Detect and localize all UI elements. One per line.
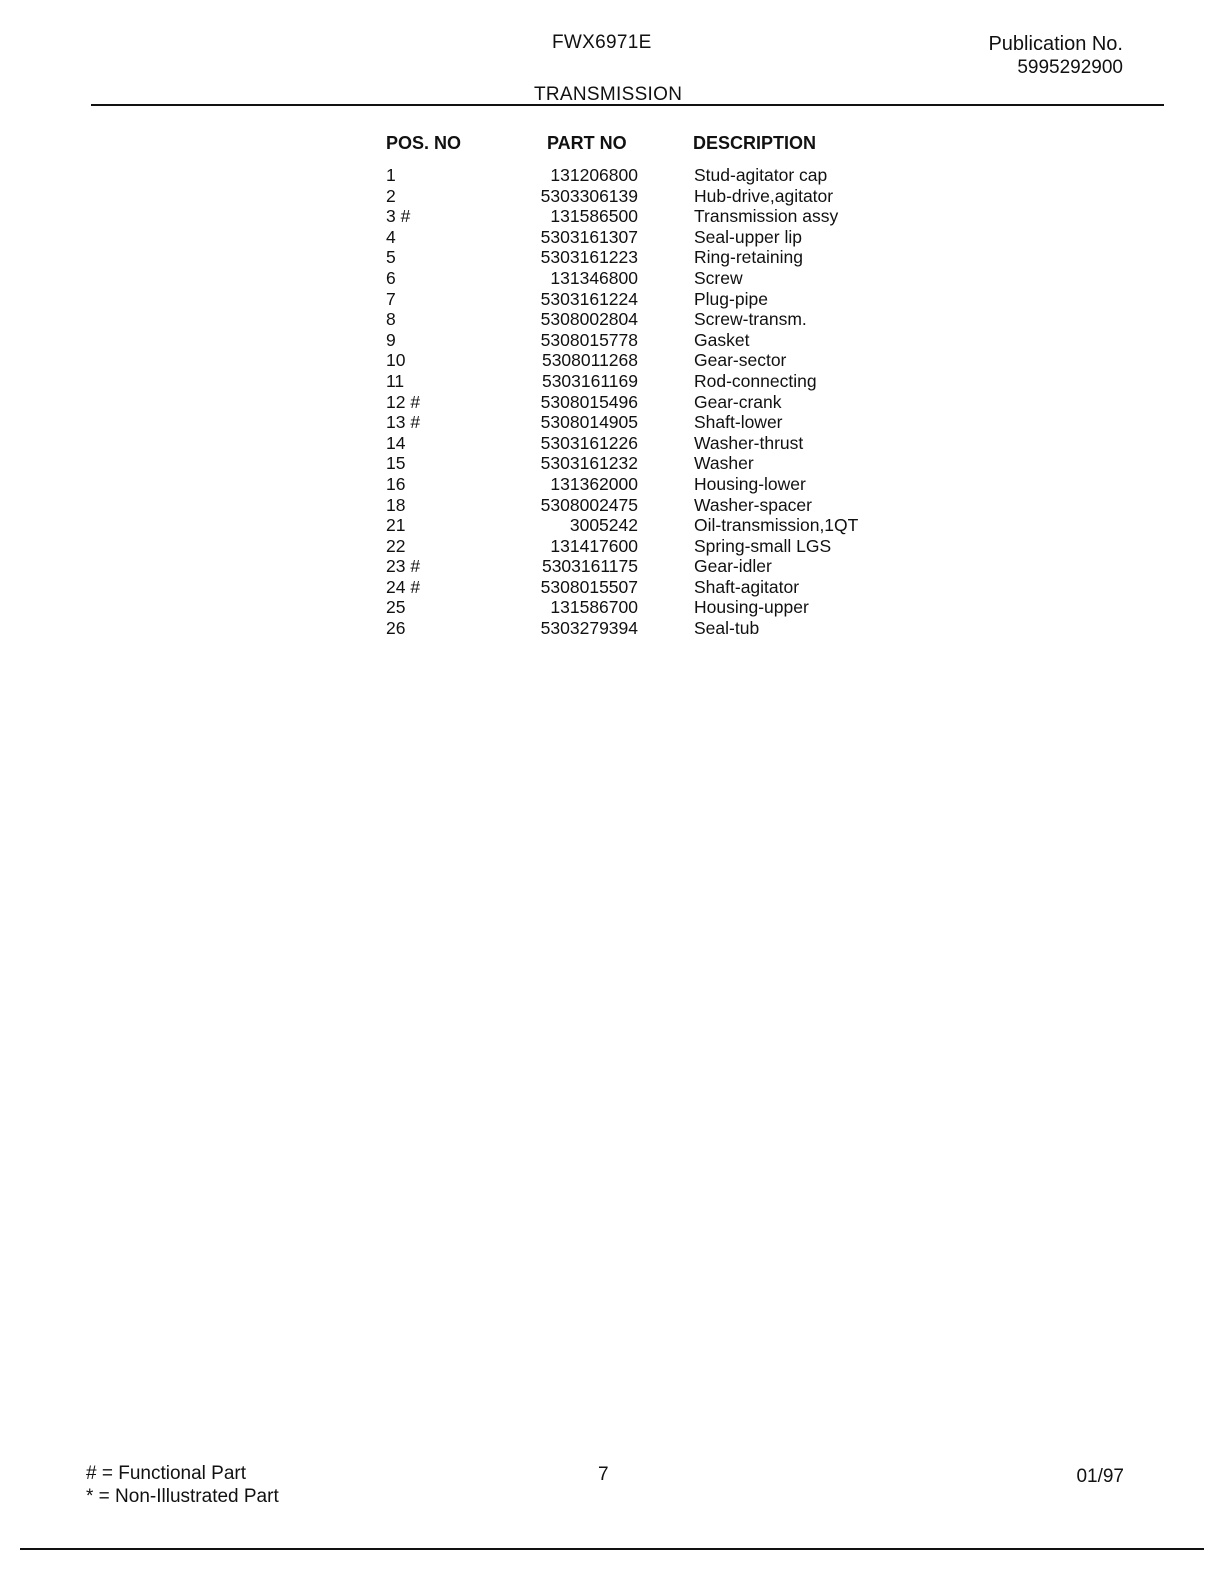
- row-part-number: 5303306139: [540, 185, 638, 206]
- table-row: [386, 268, 906, 289]
- row-part-number: 5308015496: [540, 391, 638, 412]
- row-part-number: 5303161223: [540, 247, 638, 268]
- row-description: Plug-pipe: [694, 288, 768, 309]
- row-part-number: 131417600: [550, 535, 638, 556]
- row-description: Oil-transmission,1QT: [694, 515, 859, 536]
- row-description: Gasket: [694, 329, 750, 350]
- row-description: Washer-thrust: [694, 432, 804, 453]
- row-description: Shaft-agitator: [694, 576, 800, 597]
- row-description: Hub-drive,agitator: [694, 185, 834, 206]
- row-part-number: 5308015778: [540, 329, 638, 350]
- row-part-number: 5308002804: [540, 309, 638, 330]
- row-part-number: 131206800: [550, 165, 638, 185]
- row-pos: 15: [386, 453, 406, 474]
- row-part-number: 5303279394: [540, 618, 638, 639]
- table-row: [386, 618, 906, 639]
- column-header-pos: POS. NO: [386, 133, 462, 153]
- row-description: Seal-tub: [694, 618, 760, 639]
- table-row: [386, 247, 906, 268]
- table-row: [386, 556, 906, 577]
- row-description: Washer: [694, 453, 754, 474]
- row-description: Gear-sector: [694, 350, 787, 371]
- row-part-number: 5308015507: [540, 576, 638, 597]
- row-pos: 16: [386, 473, 406, 494]
- row-description: Screw-transm.: [694, 309, 807, 330]
- section-title: TRANSMISSION: [534, 84, 683, 105]
- parts-table: [386, 133, 906, 639]
- row-part-number: 5303161226: [540, 432, 638, 453]
- row-part-number: 5308014905: [540, 412, 638, 433]
- table-row: [386, 536, 906, 557]
- row-pos: 13 #: [386, 412, 421, 433]
- table-row: [386, 186, 906, 207]
- header-divider: [91, 104, 1164, 106]
- row-pos: 6: [386, 267, 396, 288]
- publication-number: 5995292900: [1017, 57, 1123, 78]
- table-row: [386, 474, 906, 495]
- table-row: [386, 289, 906, 310]
- row-pos: 10: [386, 350, 406, 371]
- row-pos: 1: [386, 165, 396, 185]
- footer-divider: [20, 1548, 1204, 1550]
- row-part-number: 131586700: [550, 597, 638, 618]
- row-pos: 24 #: [386, 576, 421, 597]
- row-part-number: 5308002475: [540, 494, 638, 515]
- table-row: [386, 330, 906, 351]
- row-pos: 22: [386, 535, 406, 556]
- row-part-number: 5303161307: [540, 226, 638, 247]
- row-pos: 5: [386, 247, 396, 268]
- row-part-number: 131362000: [550, 473, 638, 494]
- row-part-number: 5303161175: [541, 556, 638, 577]
- row-description: Housing-upper: [694, 597, 809, 618]
- table-row: [386, 453, 906, 474]
- row-pos: 9: [386, 329, 396, 350]
- table-row: [386, 433, 906, 454]
- row-part-number: 131346800: [550, 267, 638, 288]
- row-pos: 14: [386, 432, 406, 453]
- row-description: Shaft-lower: [694, 412, 783, 433]
- row-pos: 2: [386, 185, 396, 206]
- table-row: [386, 165, 906, 186]
- publication-date: 01/97: [1076, 1466, 1124, 1487]
- row-description: Transmission assy: [694, 206, 839, 227]
- row-pos: 21: [386, 515, 406, 536]
- row-part-number: 5303161232: [540, 453, 638, 474]
- row-pos: 26: [386, 618, 406, 639]
- row-pos: 8: [386, 309, 396, 330]
- table-row: [386, 412, 906, 433]
- table-row: [386, 597, 906, 618]
- page-number: 7: [598, 1464, 609, 1485]
- row-description: Gear-idler: [694, 556, 772, 577]
- row-pos: 7: [386, 288, 396, 309]
- table-row: [386, 206, 906, 227]
- row-description: Gear-crank: [694, 391, 782, 412]
- table-row: [386, 577, 906, 598]
- row-pos: 4: [386, 226, 396, 247]
- row-part-number: 5303161224: [540, 288, 638, 309]
- row-pos: 3 #: [386, 206, 411, 227]
- row-pos: 25: [386, 597, 406, 618]
- table-row: [386, 495, 906, 516]
- table-row: [386, 227, 906, 248]
- model-number: FWX6971E: [552, 32, 652, 53]
- legend-non-illustrated-part: * = Non-Illustrated Part: [86, 1486, 279, 1507]
- table-row: [386, 392, 906, 413]
- row-description: Washer-spacer: [694, 494, 812, 515]
- row-part-number: 5303161169: [541, 370, 638, 391]
- row-description: Ring-retaining: [694, 247, 803, 268]
- row-description: Housing-lower: [694, 473, 806, 494]
- row-description: Screw: [694, 267, 743, 288]
- row-description: Stud-agitator cap: [694, 165, 828, 185]
- row-description: Rod-connecting: [694, 370, 817, 391]
- row-description: Seal-upper lip: [694, 226, 802, 247]
- table-row: [386, 371, 906, 392]
- table-row: [386, 309, 906, 330]
- column-header-part: PART NO: [547, 133, 627, 153]
- row-pos: 11: [386, 370, 405, 391]
- table-body: [386, 165, 906, 639]
- row-part-number: 3005242: [569, 515, 638, 536]
- row-part-number: 5308011268: [541, 350, 638, 371]
- table-row: [386, 515, 906, 536]
- row-pos: 12 #: [386, 391, 421, 412]
- legend-functional-part: # = Functional Part: [86, 1463, 247, 1484]
- publication-label: Publication No.: [988, 33, 1123, 55]
- row-pos: 23 #: [386, 556, 421, 577]
- row-pos: 18: [386, 494, 406, 515]
- table-header: [386, 133, 906, 163]
- legend: [86, 1462, 279, 1508]
- table-row: [386, 350, 906, 371]
- column-header-description: DESCRIPTION: [693, 133, 817, 153]
- row-description: Spring-small LGS: [694, 535, 832, 556]
- row-part-number: 131586500: [550, 206, 638, 227]
